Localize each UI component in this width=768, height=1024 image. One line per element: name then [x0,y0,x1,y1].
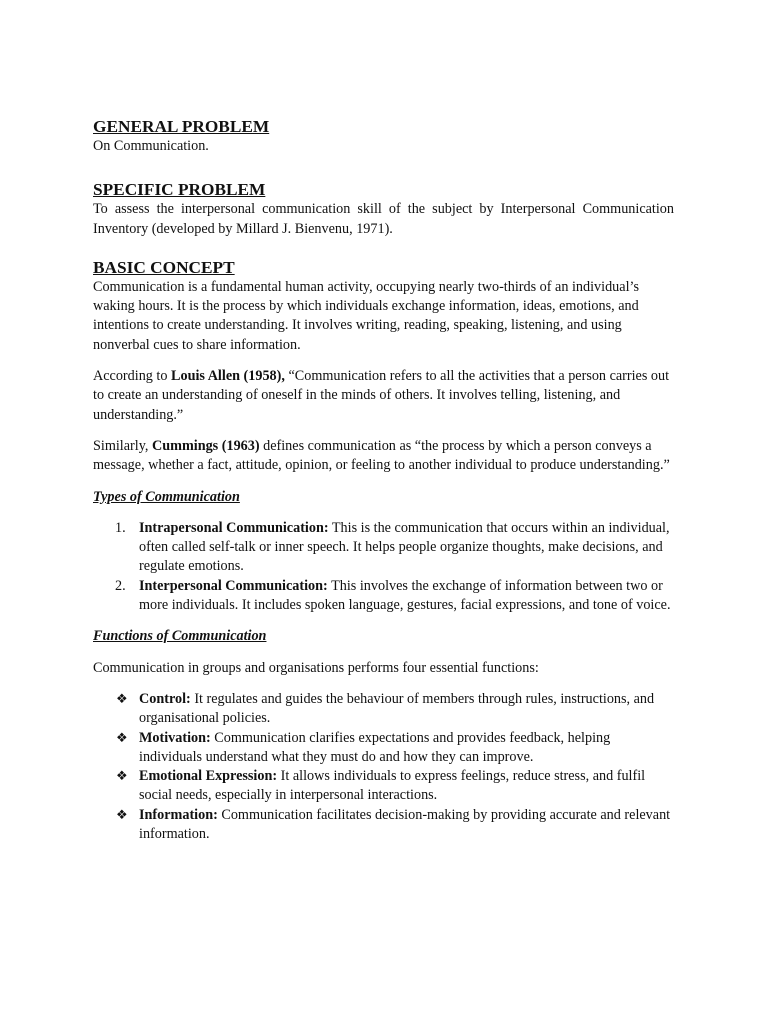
general-problem-heading: GENERAL PROBLEM [93,117,270,136]
list-item [93,806,674,845]
basic-concept-paragraph-3 [93,437,674,476]
list-item [93,577,674,616]
p2-citation: Louis Allen (1958), [171,368,285,385]
specific-problem-text: To assess the interpersonal communication skill of the subject by Interpersonal Communication Inventory (developed by Millard J. Bienvenu, 1971). [93,201,674,237]
p3-rest: defines communication as “the process by which a person conveys a message, whether a fact, attitude, opinion, or feeling to another individual to produce understanding.” [93,437,670,474]
functions-list [93,690,674,844]
list-term: Information: [139,806,218,823]
basic-concept-paragraph-2 [93,367,674,425]
list-number: 1. [115,519,126,536]
list-item [93,767,674,806]
general-problem-text: On Communication. [93,138,209,154]
diamond-bullet-icon: ❖ [116,769,128,785]
diamond-bullet-icon: ❖ [116,691,128,707]
list-text: It allows individuals to express feelings, reduce stress, and fulfil social needs, especially in interpersonal interactions. [139,768,646,804]
document-body [93,116,674,844]
diamond-bullet-icon: ❖ [116,730,128,746]
functions-intro: Communication in groups and organisations performs four essential functions: [93,659,539,676]
list-term: Control: [139,690,191,707]
list-text: Communication facilitates decision-making by providing accurate and relevant information. [139,806,671,843]
specific-problem-heading: SPECIFIC PROBLEM [93,180,266,200]
p2-rest: “Communication refers to all the activities that a person carries out to create an understanding of oneself in the minds of others. It involves telling, listening, and understanding.” [93,368,670,423]
types-list [93,519,674,615]
p3-citation: Cummings (1963) [151,437,260,454]
list-item [93,690,674,729]
list-term: Motivation: [139,729,211,746]
functions-heading: Functions of Communication [93,628,267,645]
diamond-bullet-icon: ❖ [116,807,128,823]
basic-concept-paragraph-1: Communication is a fundamental human activity, occupying nearly two-thirds of an individual’s waking hours. It is the process by which individuals exchange information, ideas, emotions, and intentions to create understanding. It involves writing, reading, speaking, listening, and using nonverbal cues to share information. [93,278,639,353]
list-item [93,519,674,577]
list-text: Communication clarifies expectations and provides feedback, helping individuals understand what they must do and how they can improve. [139,729,611,765]
list-term: Intrapersonal Communication: [139,519,329,536]
basic-concept-heading: BASIC CONCEPT [93,257,235,277]
list-text: This is the communication that occurs within an individual, often called self-talk or inner speech. It helps people organize thoughts, make decisions, and regulate emotions. [139,519,670,575]
list-text: It regulates and guides the behaviour of members through rules, instructions, and organisational policies. [139,690,655,727]
list-text: This involves the exchange of information between two or more individuals. It includes spoken language, gestures, facial expressions, and tone of voice. [139,577,671,614]
list-term: Emotional Expression: [139,768,278,785]
p3-prefix: Similarly, [93,437,152,454]
p2-prefix: According to [93,368,172,385]
list-item [93,729,674,768]
types-heading: Types of Communication [93,488,240,505]
list-number: 2. [115,577,126,594]
list-term: Interpersonal Communication: [139,577,328,594]
